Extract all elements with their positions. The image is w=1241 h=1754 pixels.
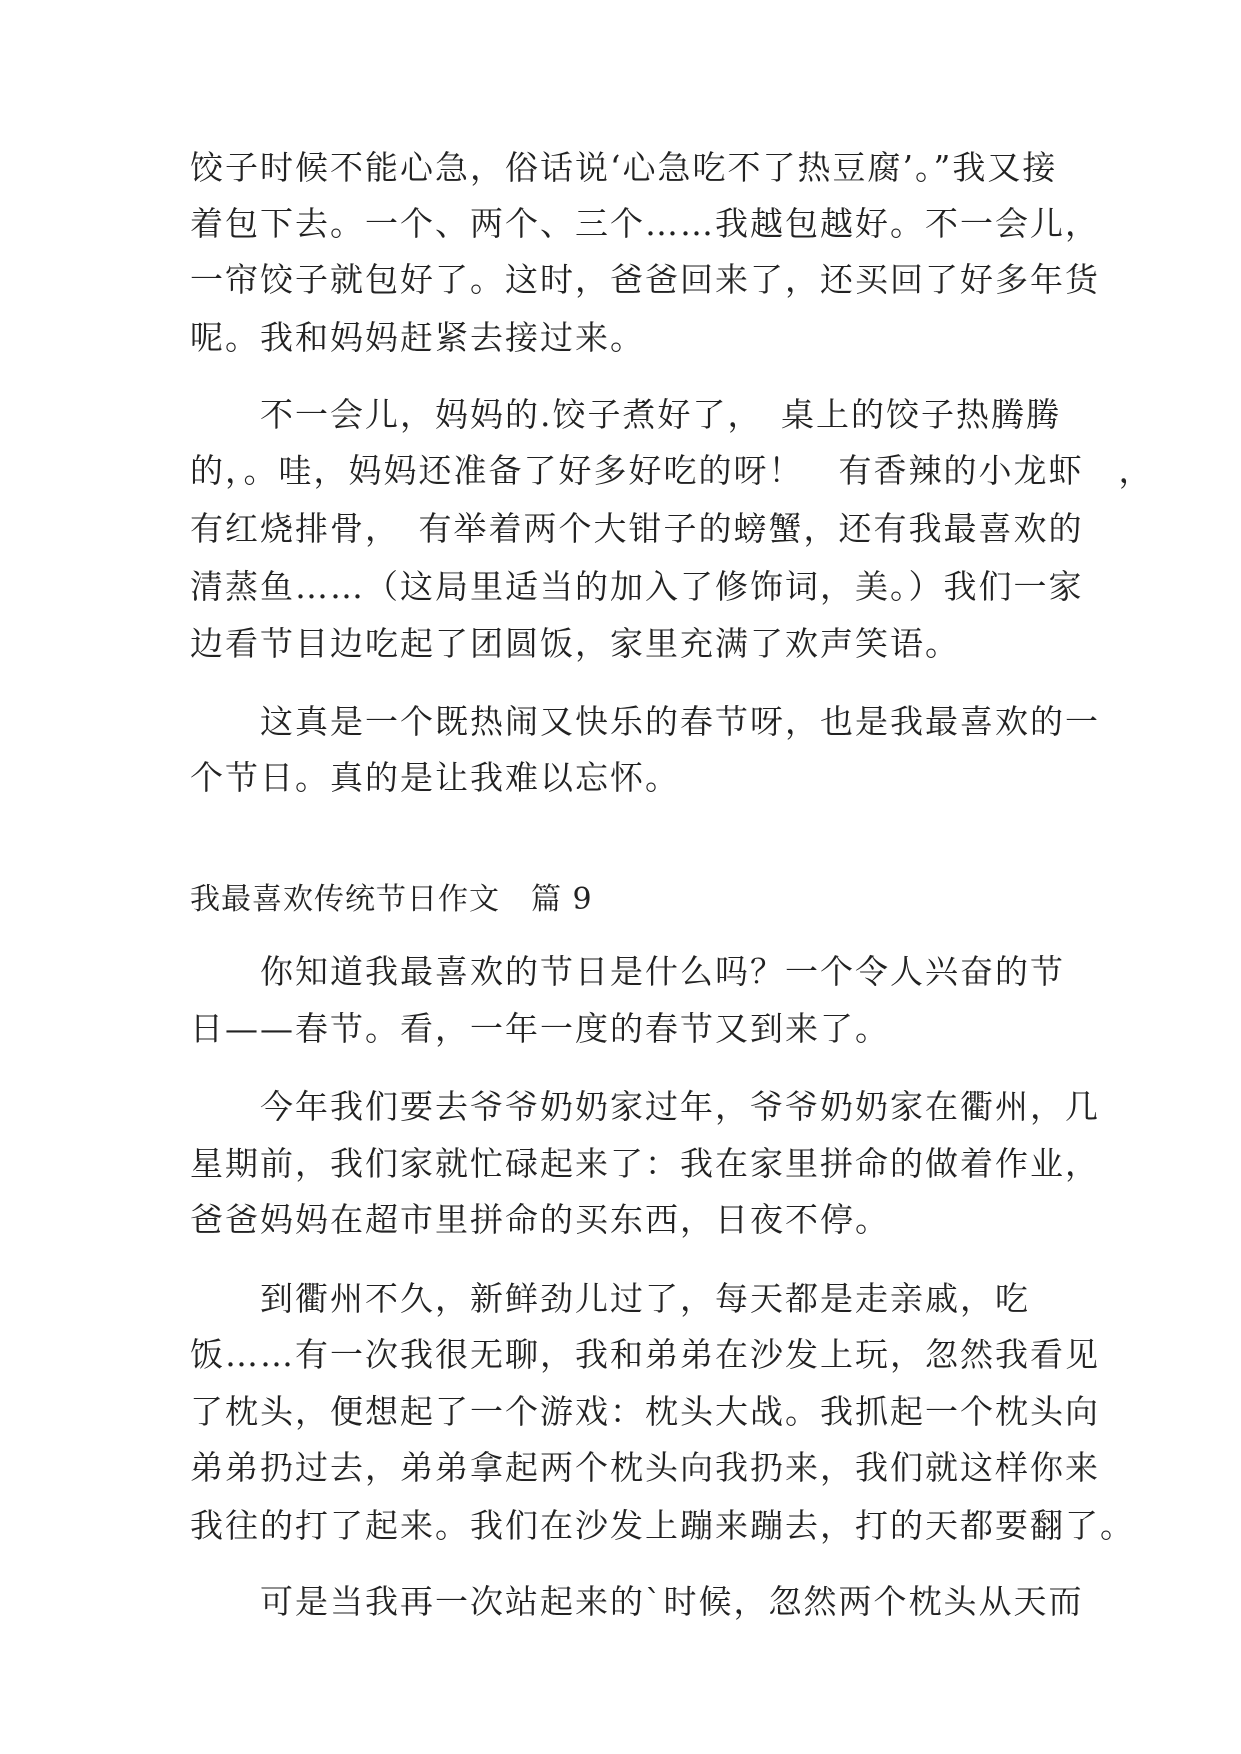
text-line: 我往的打了起来。我们在沙发上蹦来蹦去，打的天都要翻了。 <box>190 1506 1135 1545</box>
text-line: 爸爸妈妈在超市里拼命的买东西，日夜不停。 <box>190 1200 890 1239</box>
text-line: 到衢州不久，新鲜劲儿过了，每天都是走亲戚，吃 <box>190 1279 1030 1318</box>
text-line: 这真是一个既热闹又快乐的春节呀，也是我最喜欢的一 <box>190 702 1100 741</box>
text-line: 呢。我和妈妈赶紧去接过来。 <box>190 318 645 357</box>
text-line: 不一会儿，妈妈的.饺子煮好了， 桌上的饺子热腾腾 <box>190 395 1061 434</box>
text-line: 日——春节。看，一年一度的春节又到来了。 <box>190 1009 890 1048</box>
text-line: 今年我们要去爷爷奶奶家过年，爷爷奶奶家在衢州，几 <box>190 1087 1100 1126</box>
text-line: 你知道我最喜欢的节日是什么吗？一个令人兴奋的节 <box>190 952 1065 991</box>
text-line: 有红烧排骨， 有举着两个大钳子的螃蟹，还有我最喜欢的 <box>190 509 1084 548</box>
text-line: 边看节目边吃起了团圆饭，家里充满了欢声笑语。 <box>190 624 960 663</box>
text-line: 了枕头，便想起了一个游戏：枕头大战。我抓起一个枕头向 <box>190 1392 1100 1431</box>
section-heading: 我最喜欢传统节日作文 篇 9 <box>190 882 593 917</box>
text-line: 的，。哇，妈妈还准备了好多好吃的呀！ 有香辣的小龙虾 ， <box>190 451 1154 490</box>
text-line: 饭……有一次我很无聊，我和弟弟在沙发上玩，忽然我看见 <box>190 1335 1100 1374</box>
text-line: 一帘饺子就包好了。这时，爸爸回来了，还买回了好多年货 <box>190 260 1100 299</box>
text-line: 饺子时候不能心急，俗话说‘心急吃不了热豆腐’。”我又接 <box>190 148 1058 187</box>
text-line: 弟弟扔过去，弟弟拿起两个枕头向我扔来，我们就这样你来 <box>190 1448 1100 1487</box>
text-line: 个节日。真的是让我难以忘怀。 <box>190 758 680 797</box>
text-line: 着包下去。一个、两个、三个……我越包越好。不一会儿， <box>190 204 1100 243</box>
text-line: 星期前，我们家就忙碌起来了：我在家里拼命的做着作业， <box>190 1144 1100 1183</box>
text-line: 可是当我再一次站起来的`时候，忽然两个枕头从天而 <box>190 1582 1084 1621</box>
text-line: 清蒸鱼……（这局里适当的加入了修饰词，美。）我们一家 <box>190 567 1084 606</box>
